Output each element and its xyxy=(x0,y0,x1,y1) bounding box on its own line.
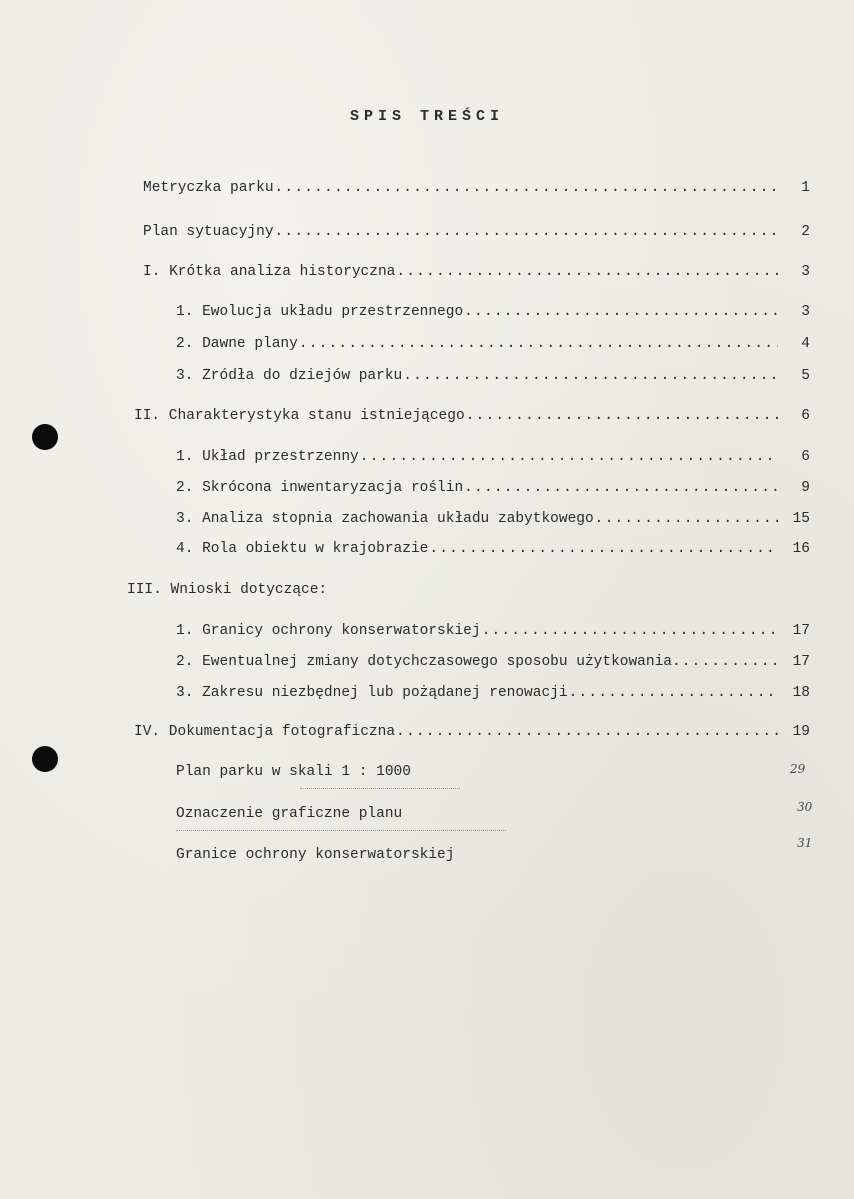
toc-entry-text: 1. Układ przestrzenny xyxy=(176,449,359,465)
toc-entry-i-1 xyxy=(176,304,810,328)
toc-entry-ii-2 xyxy=(176,480,810,504)
toc-page-number: 17 xyxy=(792,623,810,639)
toc-entry-iii-1 xyxy=(176,623,810,647)
toc-entry-text: I. Krótka analiza historyczna xyxy=(143,264,396,280)
dot-leader xyxy=(396,724,778,740)
toc-entry-text: II. Charakterystyka stanu istniejącego xyxy=(134,408,465,424)
punch-hole-bottom xyxy=(32,746,58,772)
toc-entry-text: 3. Zakresu niezbędnej lub pożądanej renowacji xyxy=(176,685,568,701)
dot-leader xyxy=(429,541,778,557)
dot-leader xyxy=(595,511,778,527)
toc-page-number: 5 xyxy=(801,368,810,384)
annex-granice: Granice ochrony konserwatorskiej xyxy=(176,847,455,863)
toc-page-number: 4 xyxy=(801,336,810,352)
toc-entry-metryczka xyxy=(143,180,810,204)
dot-leader xyxy=(464,304,778,320)
toc-page-number: 3 xyxy=(801,304,810,320)
toc-entry-text: 3. Analiza stopnia zachowania układu zabytkowego xyxy=(176,511,594,527)
toc-page-number: 3 xyxy=(801,264,810,280)
toc-page-number: 6 xyxy=(801,449,810,465)
toc-entry-text: IV. Dokumentacja fotograficzna xyxy=(134,724,396,740)
punch-hole-top xyxy=(32,424,58,450)
toc-page-number: 15 xyxy=(792,511,810,527)
toc-entry-iii-3 xyxy=(176,685,810,709)
annex-oznaczenie: Oznaczenie graficzne planu xyxy=(176,806,403,822)
dot-leader xyxy=(396,264,778,280)
toc-page-number: 6 xyxy=(801,408,810,424)
toc-entry-i-2 xyxy=(176,336,810,360)
toc-entry-ii-1 xyxy=(176,449,810,473)
toc-entry-text: 1. Granicy ochrony konserwatorskiej xyxy=(176,623,481,639)
toc-page-number: 17 xyxy=(792,654,810,670)
toc-entry-text: 3. Źródła do dziejów parku xyxy=(176,368,403,384)
page-title: SPIS TREŚCI xyxy=(349,108,505,125)
annex-page-number-handwritten: 31 xyxy=(797,836,813,850)
toc-section-ii xyxy=(134,408,810,432)
toc-page-number: 18 xyxy=(792,685,810,701)
toc-entry-text: 4. Rola obiektu w krajobrazie xyxy=(176,541,429,557)
toc-page-number: 1 xyxy=(801,180,810,196)
dot-leader xyxy=(299,336,778,352)
annex-page-number-handwritten: 30 xyxy=(797,800,813,814)
toc-entry-ii-4 xyxy=(176,541,810,565)
dot-leader xyxy=(569,685,778,701)
dot-leader xyxy=(403,368,778,384)
toc-entry-text: 2. Skrócona inwentaryzacja roślin xyxy=(176,480,464,496)
toc-entry-text: 2. Dawne plany xyxy=(176,336,298,352)
dot-leader xyxy=(464,480,778,496)
annex-underline xyxy=(300,788,460,789)
toc-entry-iii-2 xyxy=(176,654,810,678)
toc-page-number: 2 xyxy=(801,224,810,240)
toc-entry-text: 2. Ewentualnej zmiany dotychczasowego sposobu użytkowania. xyxy=(176,654,681,670)
dot-leader xyxy=(466,408,778,424)
toc-entry-text: Metryczka parku xyxy=(143,180,274,196)
dot-leader xyxy=(682,654,782,670)
toc-section-iii: III. Wnioski dotyczące: xyxy=(127,582,328,598)
toc-entry-i-3 xyxy=(176,368,810,392)
toc-page-number: 16 xyxy=(792,541,810,557)
dot-leader xyxy=(275,180,778,196)
annex-plan-parku: Plan parku w skali 1 : 1000 xyxy=(176,764,411,780)
toc-entry-text: 1. Ewolucja układu przestrzennego xyxy=(176,304,464,320)
dot-leader xyxy=(482,623,778,639)
toc-section-iv xyxy=(134,724,810,748)
dot-leader xyxy=(275,224,778,240)
toc-section-i xyxy=(143,264,810,288)
annex-underline xyxy=(176,830,506,831)
annex-page-number-handwritten: 29 xyxy=(790,762,806,776)
dot-leader xyxy=(360,449,778,465)
toc-entry-text: Plan sytuacyjny xyxy=(143,224,274,240)
toc-page-number: 9 xyxy=(801,480,810,496)
toc-page-number: 19 xyxy=(792,724,810,740)
toc-entry-plan-sytuacyjny xyxy=(143,224,810,248)
toc-entry-ii-3 xyxy=(176,511,810,535)
